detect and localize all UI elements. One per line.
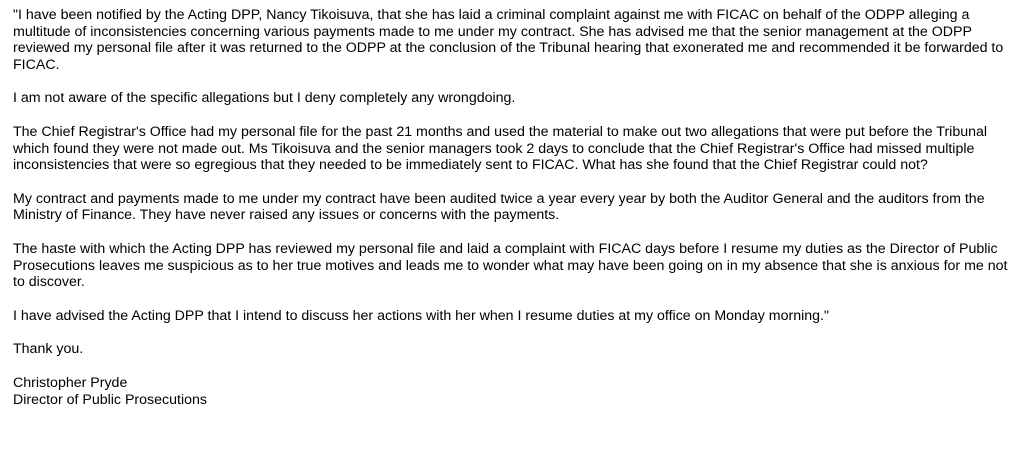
paragraph-audit: My contract and payments made to me under my contract have been audited twice a year every year by both the Auditor General and the auditors from the Ministry of Finance. They have never raised any issues or concerns with the payments.	[13, 190, 985, 224]
paragraph-notification: "I have been notified by the Acting DPP, Nancy Tikoisuva, that she has laid a criminal complaint against me with FICAC on behalf of the ODPP alleging a multitude of inconsistencies concerning various payments made to me under my contract. She has advised me that the senior management at the ODPP reviewed my personal file after it was returned to the ODPP at the conclusion of the Tribunal hearing that exonerated me and recommended it be forwarded to FICAC.	[13, 7, 1004, 73]
signature-name: Christopher Pryde	[13, 374, 128, 391]
paragraph-chief-registrar: The Chief Registrar's Office had my personal file for the past 21 months and used the material to make out two allegations that were put before the Tribunal which found they were not made out. Ms Tikoisuva and the senior managers took 2 days to conclude that the Chief Registrar's Office had missed multiple inconsistencies that were so egregious that they needed to be immediately sent to FICAC. What has she found that the Chief Registrar could not?	[13, 123, 988, 174]
paragraph-thanks: Thank you.	[13, 341, 84, 358]
paragraph-denial: I am not aware of the specific allegations but I deny completely any wrongdoing.	[13, 90, 516, 107]
paragraph-haste: The haste with which the Acting DPP has reviewed my personal file and laid a complaint with FICAC days before I resume my duties as the Director of Public Prosecutions leaves me suspicious as to her true motives and leads me to wonder what may have been going on in my absence that she is anxious for me not to discover.	[13, 240, 1008, 291]
statement-document	[13, 7, 1017, 408]
paragraph-advised: I have advised the Acting DPP that I intend to discuss her actions with her when I resume duties at my office on Monday morning."	[13, 307, 830, 324]
signature-title: Director of Public Prosecutions	[13, 391, 207, 408]
